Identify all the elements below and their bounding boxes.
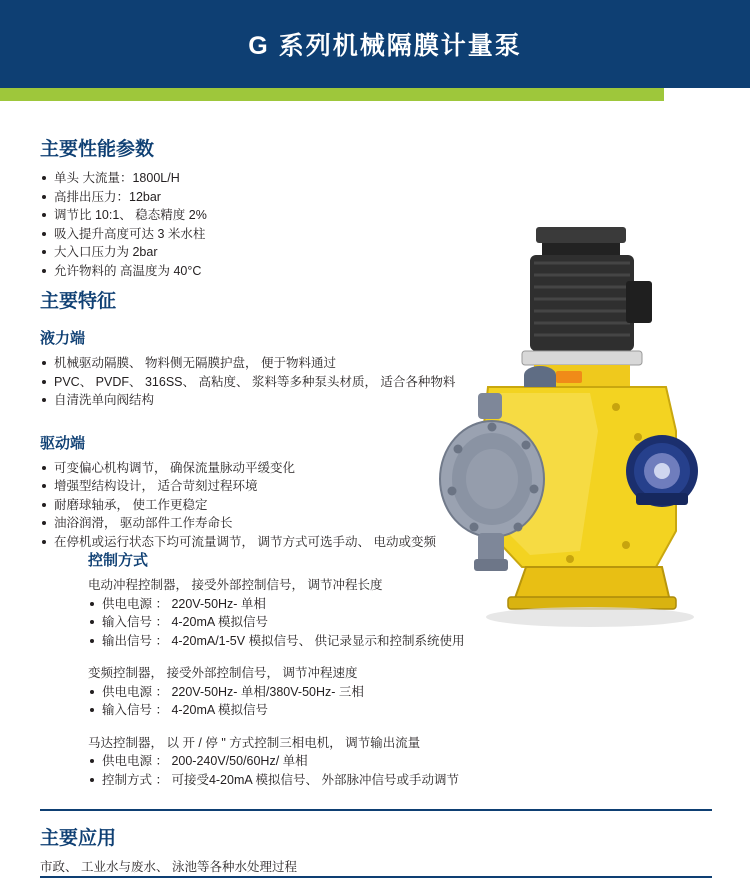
list-item: 吸入提升高度可达 3 米水柱 — [40, 225, 370, 244]
page-content — [0, 101, 750, 874]
hydraulic-title: 液力端 — [40, 330, 86, 347]
list-item: 控制方式 ： 可接受4-20mA 模拟信号、 外部脉冲信号或手动调节 — [88, 771, 618, 790]
section-application — [40, 823, 640, 877]
application-text: 市政、 工业水与废水、 泳池等各种水处理过程 — [40, 860, 297, 874]
list-item: 高排出压力：12bar — [40, 188, 370, 207]
page-title: G 系列机械隔膜计量泵 — [248, 32, 522, 60]
control-group-list — [88, 752, 618, 789]
control-group-vfd-controller — [88, 664, 618, 720]
control-group-intro: 变频控制器， 接受外部控制信号， 调节冲程速度 — [88, 666, 358, 680]
list-item: 自清洗单向阀结构 — [40, 391, 470, 410]
list-item: 增强型结构设计， 适合苛刻过程环境 — [40, 477, 470, 496]
control-group-intro: 电动冲程控制器， 接受外部控制信号， 调节冲程长度 — [88, 578, 383, 592]
list-item: 大入口压力为 2bar — [40, 243, 370, 262]
list-item: 输出信号 ： 4-20mA/1-5V 模拟信号、 供记录显示和控制系统使用 — [88, 632, 618, 651]
page-header — [20, 0, 750, 88]
list-item: 供电电源 ： 200-240V/50/60Hz/ 单相 — [88, 752, 618, 771]
application-title: 主要应用 — [40, 828, 117, 849]
control-group-motor-controller — [88, 734, 618, 790]
list-item: 可变偏心机构调节， 确保流量脉动平缓变化 — [40, 459, 470, 478]
control-group-list — [88, 683, 618, 720]
section-features — [40, 286, 470, 551]
divider-line-top — [40, 809, 712, 811]
list-item: 机械驱动隔膜、 物料侧无隔膜护盘， 便于物料通过 — [40, 354, 470, 373]
control-group-intro: 马达控制器， 以 开 / 停 " 方式控制三相电机， 调节输出流量 — [88, 735, 421, 750]
header-left-rail — [0, 0, 20, 88]
performance-list — [40, 169, 370, 280]
performance-title: 主要性能参数 — [40, 139, 155, 160]
list-item: PVC、 PVDF、 316SS、 高粘度、 浆料等多种泵头材质， 适合各种物料 — [40, 373, 470, 392]
list-item: 允许物料的 高温度为 40°C — [40, 262, 370, 281]
pump-graphic — [430, 131, 730, 651]
green-divider-gap — [664, 88, 750, 101]
control-title: 控制方式 — [88, 552, 149, 569]
list-item: 输入信号 ： 4-20mA 模拟信号 — [88, 613, 618, 632]
list-item: 在停机或运行状态下均可流量调节， 调节方式可选手动、 电动或变频 — [40, 533, 470, 552]
drive-title: 驱动端 — [40, 434, 86, 452]
list-item: 油浴润滑， 驱动部件工作寿命长 — [40, 514, 470, 533]
features-title: 主要特征 — [40, 291, 117, 312]
green-divider-bar — [0, 88, 750, 101]
list-item: 输入信号 ： 4-20mA 模拟信号 — [88, 701, 618, 720]
hydraulic-list — [40, 354, 470, 410]
subsection-drive-end — [40, 432, 470, 552]
list-item: 单头 大流量：1800L/H — [40, 169, 370, 188]
drive-list — [40, 459, 470, 552]
section-performance — [40, 134, 370, 280]
list-item: 供电电源 ： 220V-50Hz- 单相 — [88, 595, 618, 614]
subsection-hydraulic-end — [40, 327, 470, 410]
pump-illustration — [430, 131, 730, 651]
list-item: 供电电源 ： 220V-50Hz- 单相/380V-50Hz- 三相 — [88, 683, 618, 702]
list-item: 耐磨球轴承， 使工作更稳定 — [40, 496, 470, 515]
list-item: 调节比 10:1、 稳态精度 2% — [40, 206, 370, 225]
